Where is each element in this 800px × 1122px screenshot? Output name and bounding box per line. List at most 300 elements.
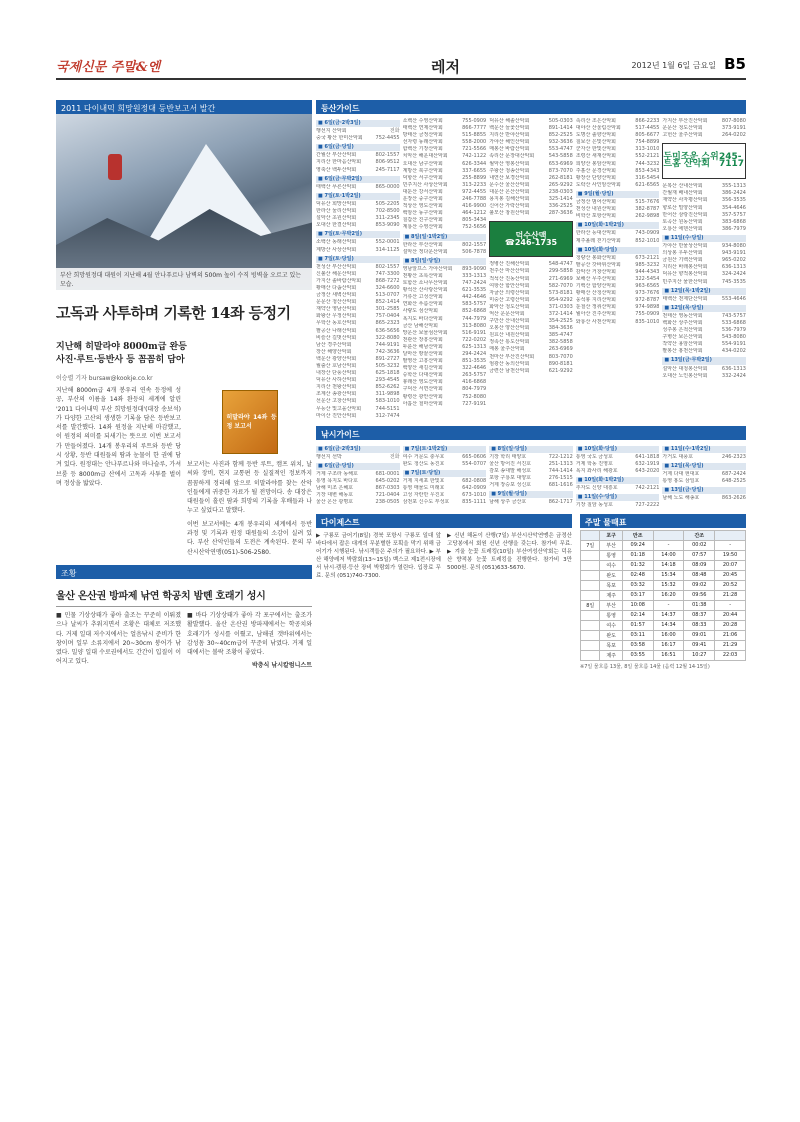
entry-phone: 744-5151 <box>375 405 400 412</box>
tide-cell: 15:34 <box>653 570 684 580</box>
listing-entry <box>316 152 400 159</box>
listing-entry <box>316 247 400 254</box>
entry-phone: 852-6262 <box>375 384 400 391</box>
day-heading: ■ 7일(토·1박2일) <box>403 446 487 453</box>
entry-phone: 354-4646 <box>721 204 746 211</box>
entry-name: 소백산 수영산악회 <box>402 118 443 124</box>
entry-name: 거제 다대 현대호 <box>662 471 700 478</box>
body-col-2 <box>187 386 312 557</box>
tide-cell: 10:27 <box>684 650 715 660</box>
entry-phone: 932-3636 <box>548 139 573 146</box>
entry-phone: 802-1557 <box>375 152 400 159</box>
entry-name: 천관산 장흥산악회 <box>402 336 443 343</box>
listing-entry <box>576 485 660 492</box>
listing-entry <box>403 242 487 249</box>
entry-phone: 866-7777 <box>462 125 487 132</box>
entry-phone: 973-7676 <box>635 290 660 297</box>
entry-phone: 743-0909 <box>635 230 660 237</box>
tide-cell: 20:28 <box>715 620 746 630</box>
entry-name: 아홉산 철마산악회 <box>402 400 443 407</box>
tide-cell: 14:00 <box>653 550 684 560</box>
entry-name: 미숭산 고령산악회 <box>489 296 530 303</box>
listing-entry <box>489 318 573 325</box>
climber-figure <box>108 154 122 180</box>
entry-phone: 325-1414 <box>548 196 573 203</box>
entry-name: 덕유산 희망산악회 <box>316 200 357 207</box>
entry-phone: 621-3535 <box>462 287 487 294</box>
entry-phone: 742-2121 <box>635 485 660 492</box>
tide-cell: 부산 <box>600 600 622 610</box>
day-heading: ■ 13일(금·당일) <box>662 487 746 494</box>
entry-phone: 868-7272 <box>375 277 400 284</box>
tide-row <box>581 630 746 640</box>
entry-name: 거제 학동 진영호 <box>575 460 613 467</box>
entry-phone: 314-1125 <box>375 246 400 253</box>
entry-phone: 873-7070 <box>548 167 573 174</box>
listing-entry <box>403 217 487 224</box>
entry-name: 신불산 해운산악회 <box>316 270 357 277</box>
listing-entry <box>662 348 746 355</box>
listing-entry <box>316 215 400 222</box>
entry-phone: 333-1313 <box>462 272 487 279</box>
tide-cell: 완도 <box>600 630 622 640</box>
tide-row <box>581 620 746 630</box>
report-book-image <box>222 390 278 454</box>
day-heading: ■ 6일(금·무박2일) <box>316 176 400 183</box>
entry-phone: 464-1212 <box>462 210 487 217</box>
listing-entry <box>489 482 573 489</box>
entry-name: 남해 상주 금산호 <box>489 499 527 506</box>
entry-name: 덕유산 향적봉산악회 <box>662 271 708 278</box>
listing-entry <box>662 327 746 334</box>
entry-phone: 287-3636 <box>548 210 573 217</box>
entry-name: 계룡산 수영산악회 <box>402 224 443 231</box>
listing-entry <box>316 201 400 208</box>
tide-cell: 08:09 <box>684 560 715 570</box>
entry-name: 태백산 연제산악회 <box>402 125 443 132</box>
logo-accent: 주말&엔 <box>110 60 161 75</box>
listing-entry <box>489 153 573 160</box>
entry-name: 황장산 단양산악회 <box>575 174 617 181</box>
entry-name: 백운산 들꽃산악회 <box>489 125 530 132</box>
entry-name: 신어산 가락산악회 <box>489 203 530 210</box>
listing-column <box>489 118 573 420</box>
listing-entry <box>316 271 400 278</box>
entry-phone: 311-2345 <box>375 215 400 222</box>
entry-name: 주왕산 청송산악회 <box>489 167 530 174</box>
entry-name: 통영 욕지도 바다호 <box>316 478 358 485</box>
entry-phone: 548-4747 <box>548 261 573 268</box>
entry-name: 고헌산 울주산악회 <box>662 132 703 139</box>
entry-name: 기장 대변 해동호 <box>316 492 353 499</box>
entry-name: 금산 남해산악회 <box>402 322 438 329</box>
listing-entry <box>403 492 487 499</box>
entry-name: 황령산 광안산악회 <box>402 393 443 400</box>
listing-entry <box>316 167 400 174</box>
entry-name: 금련산 남천산악회 <box>489 367 530 374</box>
listing-entry <box>576 304 660 311</box>
listing-entry <box>316 370 400 377</box>
tide-row <box>581 590 746 600</box>
entry-name: 추자도 신양 대흥호 <box>575 485 618 492</box>
entry-name: 간월산 부산산악회 <box>316 152 357 159</box>
byline: 이승렬 기자 bursaw@kookje.co.kr <box>56 375 153 382</box>
listing-entry <box>662 226 746 233</box>
listing-entry <box>316 478 400 485</box>
entry-name: 장산 해양산악회 <box>316 348 352 355</box>
entry-phone: 626-3344 <box>462 160 487 167</box>
body-text-c: 이번 보고서에는 4개 봉우리의 세계에서 등반 과정 및 기록과 원정 대원들의 소감이 실려 있다. 부산 산악인들의 도전은 계속된다. 문의 부산시산악연맹(051)-506-2580. <box>187 520 312 556</box>
entry-name: 천황산 초록산악회 <box>402 272 443 279</box>
issue-date: 2012년 1월 6일 금요일 <box>631 61 716 70</box>
tide-cell: 03:55 <box>622 650 653 660</box>
entry-phone: 전화 <box>389 453 400 460</box>
entry-phone: 517-4455 <box>635 125 660 132</box>
entry-name: 욕지 좌사리 해광호 <box>575 468 618 475</box>
tide-cell: 09:01 <box>684 630 715 640</box>
entry-phone: 954-9292 <box>548 296 573 303</box>
entry-name: 설악산 정다운산악회 <box>402 248 448 255</box>
entry-name: 오봉산 양산산악회 <box>489 325 530 332</box>
listing-entry <box>403 379 487 386</box>
entry-name: 울산 방어진 서진호 <box>489 460 532 467</box>
listing-entry <box>403 454 487 461</box>
entry-phone: 255-8899 <box>462 174 487 181</box>
entry-name: 한라산 부산산악회 <box>402 241 443 248</box>
tide-cell: 14:34 <box>653 620 684 630</box>
entry-phone: 806-9512 <box>375 159 400 166</box>
entry-phone: 505-0303 <box>548 118 573 124</box>
entry-phone: 744-3232 <box>635 160 660 167</box>
listing-entry <box>489 268 573 275</box>
listing-entry <box>489 125 573 132</box>
entry-name: 연화산 푸름산악회 <box>402 301 443 308</box>
tide-cell: 완도 <box>600 570 622 580</box>
entry-phone: 747-3300 <box>375 270 400 277</box>
entry-phone: 251-1313 <box>548 460 573 467</box>
entry-name: 기장 칠암 동성호 <box>575 502 613 509</box>
day-heading: ■ 12일(목·당일) <box>662 463 746 470</box>
entry-name: 민주지산 물한산악회 <box>662 278 708 285</box>
entry-phone: 645-0202 <box>375 478 400 485</box>
listing-entry <box>316 222 400 229</box>
tide-cell: 02:14 <box>622 610 653 620</box>
entry-phone: 322-5454 <box>635 275 660 282</box>
entry-name: 속리산 문장대산악회 <box>489 153 535 160</box>
digest-and-tide <box>316 514 746 670</box>
listing-entry <box>662 471 746 478</box>
day-heading: ■ 7일(토·당일) <box>403 470 487 477</box>
entry-name: 울산 온산 광명호 <box>316 499 353 506</box>
listing-entry <box>316 239 400 246</box>
listing-entry <box>403 249 487 256</box>
listing-entry <box>489 311 573 318</box>
fishing-body <box>56 611 312 671</box>
entry-name: 백양산 새길산악회 <box>402 365 443 372</box>
entry-phone: 963-6565 <box>635 283 660 290</box>
listing-entry <box>403 196 487 203</box>
subhead-line-1: 지난해 히말라야 8000m급 완등 <box>56 342 187 352</box>
listing-entry <box>489 146 573 153</box>
entry-name: 두륜산 해남산악회 <box>402 343 443 350</box>
listing-entry <box>316 342 400 349</box>
listing-entry <box>489 297 573 304</box>
entry-name: 감포 송대말 해성호 <box>489 468 532 475</box>
listing-entry <box>403 499 487 506</box>
day-heading: ■ 9일(월·당일) <box>576 191 660 198</box>
tide-cell: 14:18 <box>653 560 684 570</box>
entry-phone: 853-4343 <box>635 167 660 174</box>
tide-header <box>653 530 684 540</box>
listing-entry <box>403 344 487 351</box>
entry-name: 통영 국도 금성호 <box>575 453 613 460</box>
entry-name: 간월재 배내산악회 <box>662 190 703 197</box>
listing-entry <box>662 334 746 341</box>
listing-entry <box>403 461 487 468</box>
entry-name: 대운산 온산산악회 <box>489 188 530 195</box>
entry-phone: 384-3636 <box>548 325 573 332</box>
entry-phone: 238-0303 <box>548 188 573 195</box>
listing-entry <box>316 264 400 271</box>
listing-entry <box>662 279 746 286</box>
hiking-club-ad <box>662 143 746 179</box>
fishing-report-band: 조황 <box>56 565 312 579</box>
listing-entry <box>403 203 487 210</box>
entry-phone: 943-9191 <box>721 250 746 257</box>
listing-entry <box>316 356 400 363</box>
day-heading: ■ 6일(금·당일) <box>316 463 400 470</box>
feature-subhead <box>56 341 312 367</box>
listing-entry <box>403 266 487 273</box>
entry-phone: 263-5757 <box>462 372 487 379</box>
entry-phone: 621-6565 <box>635 181 660 188</box>
entry-name: 계방산 사상산악회 <box>316 246 357 253</box>
entry-phone: 543-5858 <box>548 153 573 160</box>
listing-entry <box>576 238 660 245</box>
entry-name: 봉래산 영도산악회 <box>402 379 443 386</box>
entry-phone: 262-9898 <box>635 213 660 220</box>
listing-entry <box>403 224 487 231</box>
listing-entry <box>403 146 487 153</box>
entry-phone: 742-3636 <box>375 348 400 355</box>
entry-phone: 337-6655 <box>462 167 487 174</box>
entry-phone: 743-5757 <box>721 312 746 319</box>
entry-name: 치악산 해운대산악회 <box>402 153 448 160</box>
entry-name: 월출산 호남산악회 <box>316 363 357 369</box>
day-heading: ■ 12일(목·당일) <box>662 305 746 312</box>
entry-phone: 974-9898 <box>635 304 660 311</box>
entry-name: 태백산 푸른산악회 <box>316 183 357 190</box>
hiking-club-ad-phone: 245-7117 <box>719 152 745 170</box>
tide-cell: 20:45 <box>715 570 746 580</box>
entry-name: 계방산 북구산악회 <box>402 167 443 174</box>
listing-entry <box>316 363 400 370</box>
listing-entry <box>403 394 487 401</box>
entry-phone: 324-2424 <box>721 271 746 278</box>
listing-entry <box>489 210 573 217</box>
entry-phone: 891-1414 <box>548 125 573 132</box>
listing-entry <box>403 287 487 294</box>
entry-name: 웅석봉 지리산악회 <box>575 297 617 304</box>
listing-entry <box>316 471 400 478</box>
listing-entry <box>489 468 573 475</box>
listing-entry <box>403 210 487 217</box>
entry-phone: 702-8500 <box>375 208 400 215</box>
tide-row <box>581 540 746 550</box>
entry-name: 거제 장승포 성신호 <box>489 482 532 489</box>
listing-entry <box>489 196 573 203</box>
entry-phone: 648-2525 <box>721 478 746 485</box>
listing-column <box>403 118 487 420</box>
listing-entry <box>403 189 487 196</box>
tide-cell <box>581 610 600 620</box>
newspaper-logo <box>56 56 160 75</box>
entry-phone: 934-8080 <box>721 243 746 250</box>
entry-name: 불모산 창원산악회 <box>489 210 530 217</box>
tide-cell <box>581 640 600 650</box>
entry-phone: 357-5757 <box>721 211 746 218</box>
listing-entry <box>576 311 660 318</box>
entry-phone: 625-1818 <box>375 370 400 377</box>
listing-entry <box>403 365 487 372</box>
listing-column <box>489 444 573 510</box>
listing-entry <box>662 250 746 257</box>
entry-name: 선자령 동래산악회 <box>402 139 443 146</box>
listing-entry <box>316 320 400 327</box>
entry-phone: 636-1313 <box>721 365 746 372</box>
feature-band: 2011 다이내믹 희망원정대 등반보고서 발간 <box>56 100 312 114</box>
entry-phone: 386-7979 <box>721 225 746 232</box>
entry-phone: 852-6868 <box>462 308 487 315</box>
tide-cell: 21:29 <box>715 640 746 650</box>
entry-name: 승학산 다대산악회 <box>402 372 443 379</box>
tide-row <box>581 550 746 560</box>
listing-entry <box>489 461 573 468</box>
entry-name: 욕지도 바다산악회 <box>402 315 443 322</box>
entry-phone: 373-9191 <box>721 125 746 132</box>
tide-cell: 15:32 <box>653 580 684 590</box>
day-heading: ■ 12일(목·1박2일) <box>662 288 746 295</box>
entry-phone: 752-4455 <box>375 135 400 142</box>
entry-phone: 312-7474 <box>375 412 400 419</box>
tide-cell: 20:07 <box>715 560 746 570</box>
entry-phone: 515-7676 <box>635 199 660 206</box>
entry-name: 고성 자란만 우진호 <box>402 492 445 499</box>
entry-phone: 505-2205 <box>375 200 400 207</box>
entry-phone: 803-7070 <box>548 353 573 360</box>
entry-phone: 851-3535 <box>462 358 487 365</box>
entry-phone: 681-0001 <box>375 471 400 478</box>
tide-cell: 20:44 <box>715 610 746 620</box>
entry-phone: 744-7979 <box>462 315 487 322</box>
entry-name: 운문산 청도산악회 <box>662 125 703 132</box>
entry-name: 보해산 무주산악회 <box>575 275 617 282</box>
entry-name: 가거도 대풍호 <box>662 453 693 460</box>
entry-phone: 265-9292 <box>548 181 573 188</box>
entry-name: 가야산 해인산악회 <box>489 139 530 146</box>
fishing-guide-listing <box>316 444 746 510</box>
listing-entry <box>489 454 573 461</box>
entry-name: 망운산 보물섬산악회 <box>402 329 448 336</box>
tide-cell: - <box>653 600 684 610</box>
entry-name: 감악산 거창산악회 <box>575 268 617 275</box>
entry-phone: 558-2000 <box>462 139 487 146</box>
entry-phone: 835-1111 <box>462 499 487 506</box>
entry-name: 원효산 내원산악회 <box>489 332 530 339</box>
listing-entry <box>316 285 400 292</box>
entry-name: 거제 지세포 한빛호 <box>402 478 445 485</box>
listing-entry <box>662 320 746 327</box>
listing-entry <box>403 386 487 393</box>
entry-name: 천성산 내원산악회 <box>575 206 617 213</box>
fishing-text-a: ■ 민물 기상상태가 좋아 출조는 꾸준히 이뤄졌으나 날씨가 추워지면서 조황은 대체로 저조했다. 거제 일대 저수지에서는 얼음낚시 준비가 한창이며 일부 소류지에서 20~30cm 붕어가 낚였다. 밀양 일대 수로권에서도 간간이 입질이 이어지고 있다. <box>56 611 181 666</box>
tide-cell: 통영 <box>600 610 622 620</box>
entry-name: 방태산 금정산악회 <box>402 132 443 139</box>
entry-phone: 744-1414 <box>548 468 573 475</box>
listing-entry <box>662 205 746 212</box>
listing-entry <box>403 337 487 344</box>
listing-entry <box>403 478 487 485</box>
entry-name: 설악산 초원산악회 <box>316 215 357 222</box>
entry-name: 백운산 광양산악회 <box>316 355 357 362</box>
entry-phone: 862-1717 <box>548 499 573 506</box>
entry-phone: 506-7878 <box>462 248 487 255</box>
listing-entry <box>662 243 746 250</box>
entry-name: 월아산 진주산악회 <box>575 311 617 318</box>
tide-cell <box>581 580 600 590</box>
entry-name: 지리산 한마음산악회 <box>316 159 362 166</box>
listing-entry <box>316 406 400 413</box>
entry-name: 천주산 마산산악회 <box>489 268 530 275</box>
listing-entry <box>403 139 487 146</box>
listing-entry <box>316 292 400 299</box>
tide-cell <box>581 590 600 600</box>
entry-name: 무학산 동호산악회 <box>316 320 357 327</box>
listing-entry <box>576 118 660 125</box>
listing-entry <box>489 175 573 182</box>
guide-area <box>316 100 746 670</box>
day-heading: ■ 6일(금·2박3일) <box>316 120 400 127</box>
day-heading: ■ 9일(월·당일) <box>489 491 573 498</box>
tide-cell: 01:32 <box>622 560 653 570</box>
entry-phone: 313-2233 <box>462 181 487 188</box>
tide-cell: 01:18 <box>622 550 653 560</box>
listing-entry <box>662 264 746 271</box>
fishing-headline: 울산 온산권 방파제 낚연 학공치 밤톈 호래기 성시 <box>56 590 266 602</box>
listing-entry <box>316 135 400 142</box>
entry-name: 억산 운문산악회 <box>489 310 525 317</box>
tide-cell: - <box>653 540 684 550</box>
listing-entry <box>489 283 573 290</box>
logo-text: 국제신문 <box>56 60 107 75</box>
entry-phone: 681-1616 <box>548 482 573 489</box>
entry-name: 대야산 산울림산악회 <box>575 125 621 132</box>
entry-name: 용지봉 김해산악회 <box>489 196 530 203</box>
entry-phone: 371-0303 <box>548 303 573 310</box>
listing-entry <box>403 168 487 175</box>
entry-phone: 294-2424 <box>462 351 487 357</box>
entry-name: 무등산 빛고을산악회 <box>316 405 362 412</box>
entry-name: 월악산 영봉산악회 <box>489 160 530 167</box>
tide-cell: 08:48 <box>684 570 715 580</box>
listing-entry <box>316 306 400 313</box>
entry-phone: 552-0001 <box>375 239 400 246</box>
entry-phone: 552-2121 <box>635 153 660 160</box>
entry-name: 의상봉 우두산악회 <box>662 250 703 257</box>
entry-phone: 533-6868 <box>721 319 746 326</box>
entry-phone: 553-4646 <box>721 295 746 302</box>
entry-phone: 687-2424 <box>721 471 746 478</box>
